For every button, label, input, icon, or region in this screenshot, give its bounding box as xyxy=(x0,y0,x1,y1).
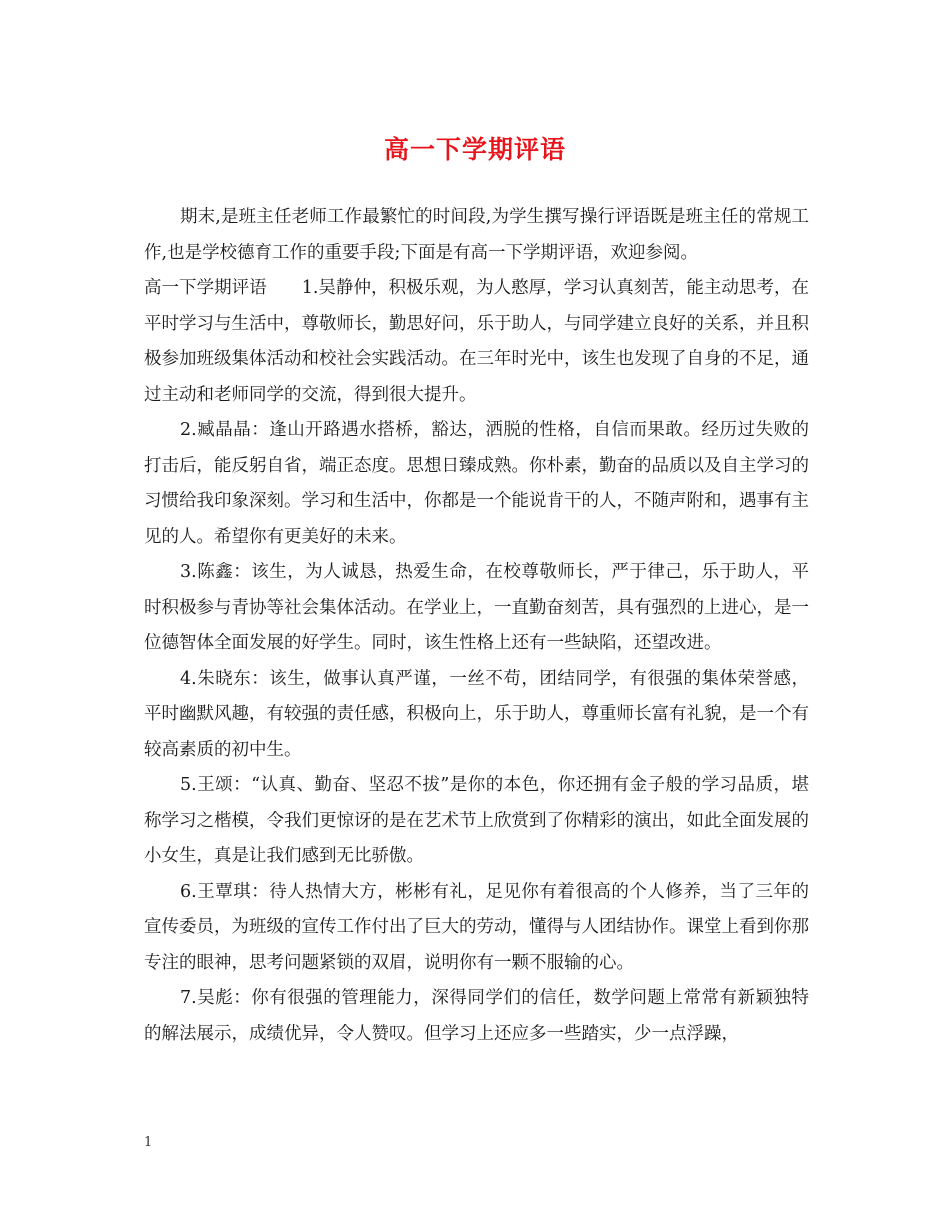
page-number: 1 xyxy=(144,1135,153,1150)
comment-paragraph-1: 高一下学期评语 1.吴静仲，积极乐观，为人憨厚，学习认真刻苦，能主动思考，在平时学习与生活中，尊敬师长，勤思好问，乐于助人，与同学建立良好的关系，并且积极参加班级集体活动和校社会实践活动。在三年时光中，该生也发现了自身的不足，通过主动和老师同学的交流，得到很大提升。 xyxy=(144,278,809,405)
comment-paragraph-2: 2.臧晶晶：逢山开路遇水搭桥，豁达，洒脱的性格，自信而果敢。经历过失败的打击后，能反躬自省，端正态度。思想日臻成熟。你朴素，勤奋的品质以及自主学习的习惯给我印象深刻。学习和生活中，你都是一个能说肯干的人，不随声附和，遇事有主见的人。希望你有更美好的未来。 xyxy=(144,420,809,547)
document-body xyxy=(144,200,809,1052)
intro-paragraph: 期末,是班主任老师工作最繁忙的时间段,为学生撰写操行评语既是班主任的常规工作,也是学校德育工作的重要手段;下面是有高一下学期评语，欢迎参阅。 xyxy=(144,207,809,263)
document-title: 高一下学期评语 xyxy=(383,135,566,164)
comment-paragraph-5: 5.王颂：“认真、勤奋、坚忍不拔”是你的本色，你还拥有金子般的学习品质，堪称学习之楷模，令我们更惊讶的是在艺术节上欣赏到了你精彩的演出，如此全面发展的小女生，真是让我们感到无比骄傲。 xyxy=(144,775,809,866)
comment-paragraph-4: 4.朱晓东：该生，做事认真严谨，一丝不苟，团结同学，有很强的集体荣誉感，平时幽默风趣，有较强的责任感，积极向上，乐于助人，尊重师长富有礼貌，是一个有较高素质的初中生。 xyxy=(144,668,809,760)
comment-paragraph-7: 7.吴彪：你有很强的管理能力，深得同学们的信任，数学问题上常常有新颖独特的解法展示，成绩优异，令人赞叹。但学习上还应多一些踏实，少一点浮躁， xyxy=(144,988,809,1044)
comment-paragraph-3: 3.陈鑫：该生，为人诚恳，热爱生命，在校尊敬师长，严于律己，乐于助人，平时积极参与青协等社会集体活动。在学业上，一直勤奋刻苦，具有强烈的上进心，是一位德智体全面发展的好学生。同时，该生性格上还有一些缺陷，还望改进。 xyxy=(144,562,809,653)
comment-paragraph-6: 6.王覃琪：待人热情大方，彬彬有礼，足见你有着很高的个人修养，当了三年的宣传委员，为班级的宣传工作付出了巨大的劳动，懂得与人团结协作。课堂上看到你那专注的眼神，思考问题紧锁的双眉，说明你有一颗不服输的心。 xyxy=(144,881,809,973)
